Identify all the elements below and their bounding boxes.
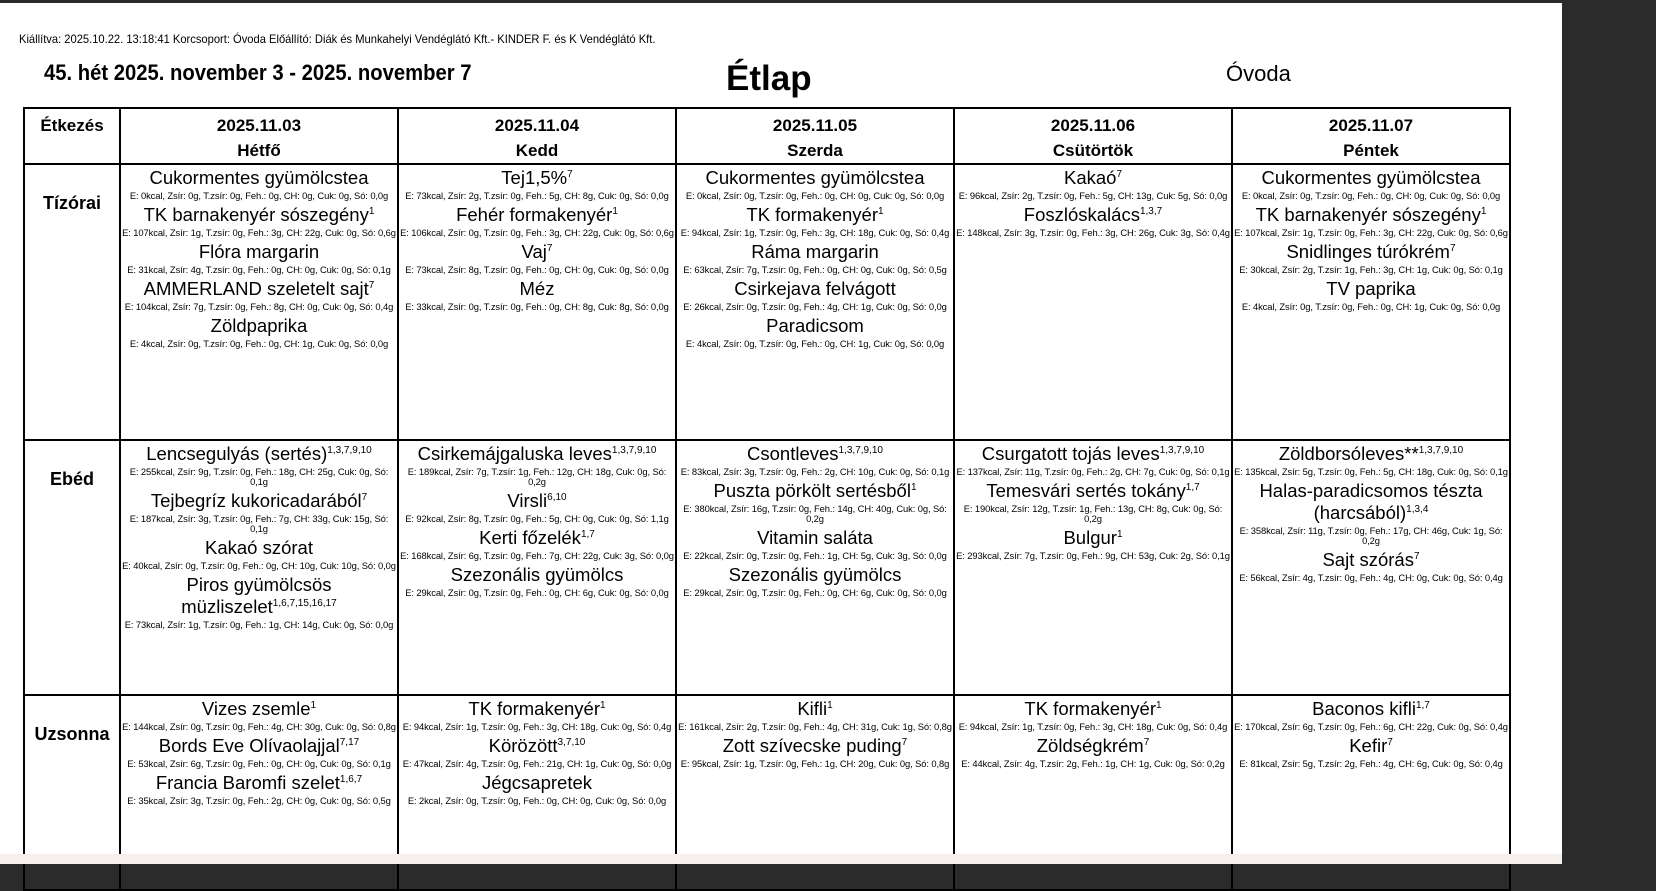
dish-name	[955, 167, 1231, 189]
nutrition-info: E: 35kcal, Zsír: 3g, T.zsír: 0g, Feh.: 2g, CH: 0g, Cuk: 0g, Só: 0,5g	[127, 795, 391, 806]
menu-item	[399, 527, 675, 564]
nutrition-info: E: 94kcal, Zsír: 1g, T.zsír: 0g, Feh.: 3g, CH: 18g, Cuk: 0g, Só: 0,4g	[680, 227, 950, 238]
dish-name	[677, 564, 953, 586]
day-header	[1232, 108, 1510, 164]
dish-name-text: Cukormentes gyümölcstea	[1261, 167, 1481, 188]
menu-item	[399, 167, 675, 204]
dish-name-text: Jégcsapretek	[481, 772, 593, 793]
issued-line: Kiállítva: 2025.10.22. 13:18:41 Korcsoport: Óvoda Előállító: Diák és Munkahelyi Vendéglátó Kft.- KINDER F. és K Vendéglátó Kft.	[19, 32, 656, 46]
nutrition-info: E: 29kcal, Zsír: 0g, T.zsír: 0g, Feh.: 0g, CH: 6g, Cuk: 0g, Só: 0,0g	[683, 587, 947, 598]
dish-name-text: Bords Eve Olívaolajjal	[158, 735, 340, 756]
menu-item	[1233, 167, 1509, 204]
allergen-codes: 7	[1387, 737, 1393, 748]
dish-name-text: Virsli	[507, 490, 548, 511]
dish-name-text: TK formakenyér	[746, 204, 879, 225]
nutrition-info: E: 4kcal, Zsír: 0g, T.zsír: 0g, Feh.: 0g, CH: 1g, Cuk: 0g, Só: 0,0g	[685, 338, 945, 349]
day-header	[398, 108, 676, 164]
menu-item	[121, 167, 397, 204]
dish-name-text: TK barnakenyér sószegény	[1255, 204, 1481, 225]
nutrition-info: E: 2kcal, Zsír: 0g, T.zsír: 0g, Feh.: 0g, CH: 0g, Cuk: 0g, Só: 0,0g	[407, 795, 667, 806]
dish-name	[677, 278, 953, 300]
dish-name	[399, 443, 675, 465]
allergen-codes: 1,7	[1415, 700, 1430, 711]
day-header	[676, 108, 954, 164]
nutrition-info: E: 73kcal, Zsír: 8g, T.zsír: 0g, Feh.: 0g, CH: 0g, Cuk: 0g, Só: 0,0g	[405, 264, 669, 275]
dish-name	[955, 480, 1231, 502]
allergen-codes: 7,17	[339, 737, 360, 748]
menu-item	[677, 564, 953, 601]
allergen-codes: 7	[368, 280, 375, 291]
menu-item	[677, 735, 953, 772]
nutrition-info: E: 40kcal, Zsír: 0g, T.zsír: 0g, Feh.: 0g, CH: 10g, Cuk: 10g, Só: 0,0g	[122, 560, 396, 571]
nutrition-info: E: 31kcal, Zsír: 4g, T.zsír: 0g, Feh.: 0g, CH: 0g, Cuk: 0g, Só: 0,1g	[127, 264, 391, 275]
day-name: Kedd	[515, 141, 559, 160]
dish-name-text: Paradicsom	[766, 315, 864, 336]
meal-column-header: Étkezés	[24, 108, 120, 164]
nutrition-info: E: 83kcal, Zsír: 3g, T.zsír: 0g, Feh.: 2g, CH: 10g, Cuk: 0g, Só: 0,1g	[680, 466, 950, 477]
day-name: Hétfő	[237, 141, 281, 160]
menu-item	[399, 698, 675, 735]
menu-item	[677, 278, 953, 315]
nutrition-info: E: 33kcal, Zsír: 0g, T.zsír: 0g, Feh.: 0g, CH: 8g, Cuk: 8g, Só: 0,0g	[405, 301, 669, 312]
dish-name-text: Csurgatott tojás leves	[981, 443, 1160, 464]
age-group: Óvoda	[1226, 61, 1291, 86]
nutrition-info: E: 29kcal, Zsír: 0g, T.zsír: 0g, Feh.: 0g, CH: 6g, Cuk: 0g, Só: 0,0g	[405, 587, 669, 598]
nutrition-info: E: 47kcal, Zsír: 4g, T.zsír: 0g, Feh.: 21g, CH: 1g, Cuk: 0g, Só: 0,0g	[402, 758, 672, 769]
menu-item	[955, 698, 1231, 735]
allergen-codes: 1,3,7,9,10	[838, 445, 883, 456]
nutrition-info: E: 380kcal, Zsír: 16g, T.zsír: 0g, Feh.: 14g, CH: 40g, Cuk: 0g, Só: 0,2g	[683, 503, 947, 524]
dish-name-text: Temesvári sertés tokány	[986, 480, 1186, 501]
meal-label: Tízórai	[24, 164, 120, 440]
allergen-codes: 1	[1116, 529, 1123, 540]
menu-item	[955, 480, 1231, 527]
dish-name	[1233, 549, 1509, 571]
meal-day-cell	[1232, 164, 1510, 440]
meal-day-cell	[120, 440, 398, 695]
menu-item	[1233, 204, 1509, 241]
menu-document	[0, 3, 1562, 854]
dish-name-text: Kifli	[797, 698, 828, 719]
menu-item	[677, 698, 953, 735]
menu-item	[677, 204, 953, 241]
dish-name-text: Halas-paradicsomos tészta (harcsából)	[1259, 480, 1483, 523]
nutrition-info: E: 148kcal, Zsír: 3g, T.zsír: 0g, Feh.: 3g, CH: 26g, Cuk: 3g, Só: 0,4g	[956, 227, 1230, 238]
allergen-codes: 7	[546, 243, 553, 254]
day-header	[954, 108, 1232, 164]
day-header-row	[24, 108, 1510, 164]
page-title: Étlap	[726, 59, 812, 98]
allergen-codes: 7	[361, 492, 368, 503]
allergen-codes: 1,3,7,9,10	[611, 445, 657, 456]
menu-item	[677, 241, 953, 278]
week-range: 45. hét 2025. november 3 - 2025. november 7	[44, 60, 472, 85]
allergen-codes: 1,3,4	[1406, 504, 1429, 515]
dish-name	[1233, 480, 1509, 524]
meal-day-cell	[954, 164, 1232, 440]
menu-item	[121, 537, 397, 574]
dish-name	[121, 241, 397, 263]
menu-item	[121, 315, 397, 352]
allergen-codes: 7	[901, 737, 908, 748]
dish-name-text: Vizes zsemle	[201, 698, 311, 719]
dish-name	[399, 167, 675, 189]
allergen-codes: 1,3,7	[1139, 206, 1163, 217]
nutrition-info: E: 190kcal, Zsír: 12g, T.zsír: 1g, Feh.: 13g, CH: 8g, Cuk: 0g, Só: 0,2g	[963, 503, 1223, 524]
nutrition-info: E: 30kcal, Zsír: 2g, T.zsír: 1g, Feh.: 3g, CH: 1g, Cuk: 0g, Só: 0,1g	[1239, 264, 1503, 275]
allergen-codes: 1,3,7,9,10	[1418, 445, 1464, 456]
dish-name-text: Szezonális gyümölcs	[450, 564, 624, 585]
dish-name-text: Cukormentes gyümölcstea	[149, 167, 369, 188]
nutrition-info: E: 0kcal, Zsír: 0g, T.zsír: 0g, Feh.: 0g, CH: 0g, Cuk: 0g, Só: 0,0g	[129, 190, 389, 201]
dish-name	[121, 735, 397, 757]
dish-name-text: Kakaó	[1063, 167, 1117, 188]
dish-name-text: Francia Baromfi szelet	[155, 772, 340, 793]
nutrition-info: E: 96kcal, Zsír: 2g, T.zsír: 0g, Feh.: 5g, CH: 13g, Cuk: 5g, Só: 0,0g	[958, 190, 1228, 201]
dish-name-text: Bulgur	[1063, 527, 1117, 548]
dish-name	[121, 167, 397, 189]
day-date: 2025.11.06	[1050, 116, 1136, 135]
allergen-codes: 1	[600, 700, 606, 711]
meal-day-cell	[954, 440, 1232, 695]
dish-name-text: Tejbegríz kukoricadarából	[150, 490, 362, 511]
dish-name	[677, 480, 953, 502]
nutrition-info: E: 94kcal, Zsír: 1g, T.zsír: 0g, Feh.: 3g, CH: 18g, Cuk: 0g, Só: 0,4g	[402, 721, 672, 732]
menu-item	[121, 698, 397, 735]
allergen-codes: 7	[1116, 169, 1123, 180]
dish-name-text: Csontleves	[747, 443, 839, 464]
allergen-codes: 1	[827, 700, 833, 711]
allergen-codes: 7	[1143, 737, 1150, 748]
dish-name	[955, 204, 1231, 226]
nutrition-info: E: 92kcal, Zsír: 8g, T.zsír: 0g, Feh.: 5g, CH: 0g, Cuk: 0g, Só: 1,1g	[405, 513, 669, 524]
allergen-codes: 1	[1156, 700, 1162, 711]
dish-name	[955, 527, 1231, 549]
allergen-codes: 1	[1480, 206, 1487, 217]
allergen-codes: 7	[1449, 243, 1456, 254]
meal-label: Uzsonna	[24, 695, 120, 890]
day-date: 2025.11.03	[216, 116, 302, 135]
menu-item	[1233, 480, 1509, 549]
menu-item	[121, 490, 397, 537]
menu-item	[399, 443, 675, 490]
nutrition-info: E: 73kcal, Zsír: 1g, T.zsír: 0g, Feh.: 1g, CH: 14g, Cuk: 0g, Só: 0,0g	[124, 619, 394, 630]
dish-name	[121, 574, 397, 618]
dish-name-text: Cukormentes gyümölcstea	[705, 167, 925, 188]
dish-name	[399, 564, 675, 586]
dish-name	[121, 315, 397, 337]
allergen-codes: 1,6,7	[339, 774, 363, 785]
menu-item	[1233, 735, 1509, 772]
nutrition-info: E: 135kcal, Zsír: 5g, T.zsír: 0g, Feh.: 5g, CH: 18g, Cuk: 0g, Só: 0,1g	[1234, 466, 1508, 477]
dish-name	[121, 772, 397, 794]
dish-name-text: Zöldborsóleves**	[1278, 443, 1419, 464]
menu-item	[121, 278, 397, 315]
menu-item	[399, 772, 675, 809]
nutrition-info: E: 168kcal, Zsír: 6g, T.zsír: 0g, Feh.: 7g, CH: 22g, Cuk: 3g, Só: 0,0g	[400, 550, 674, 561]
allergen-codes: 1	[878, 206, 884, 217]
allergen-codes: 1	[910, 482, 917, 493]
nutrition-info: E: 106kcal, Zsír: 0g, T.zsír: 0g, Feh.: 3g, CH: 22g, Cuk: 0g, Só: 0,6g	[400, 227, 674, 238]
nutrition-info: E: 63kcal, Zsír: 7g, T.zsír: 0g, Feh.: 0g, CH: 0g, Cuk: 0g, Só: 0,5g	[683, 264, 947, 275]
nutrition-info: E: 44kcal, Zsír: 4g, T.zsír: 2g, Feh.: 1g, CH: 1g, Cuk: 0g, Só: 0,2g	[961, 758, 1225, 769]
dish-name-text: Vitamin saláta	[757, 527, 873, 548]
dish-name	[399, 772, 675, 794]
dish-name	[1233, 698, 1509, 720]
nutrition-info: E: 293kcal, Zsír: 7g, T.zsír: 0g, Feh.: 9g, CH: 53g, Cuk: 2g, Só: 0,1g	[956, 550, 1230, 561]
menu-item	[121, 574, 397, 633]
menu-item	[1233, 549, 1509, 586]
meal-day-cell	[676, 440, 954, 695]
dish-name	[399, 278, 675, 300]
menu-item	[955, 735, 1231, 772]
menu-item	[121, 241, 397, 278]
dish-name	[677, 443, 953, 465]
menu-item	[399, 241, 675, 278]
dish-name-text: Szezonális gyümölcs	[728, 564, 902, 585]
allergen-codes: 1,3,7,9,10	[1159, 445, 1205, 456]
dish-name-text: Zott szívecske puding	[722, 735, 902, 756]
dish-name	[121, 537, 397, 559]
menu-item	[677, 167, 953, 204]
dish-name	[399, 735, 675, 757]
menu-item	[677, 315, 953, 352]
dish-name	[1233, 241, 1509, 263]
menu-table	[23, 107, 1511, 891]
day-header	[120, 108, 398, 164]
menu-item	[1233, 241, 1509, 278]
nutrition-info: E: 170kcal, Zsír: 6g, T.zsír: 0g, Feh.: 6g, CH: 22g, Cuk: 0g, Só: 0,4g	[1234, 721, 1508, 732]
menu-item	[677, 443, 953, 480]
nutrition-info: E: 255kcal, Zsír: 9g, T.zsír: 0g, Feh.: 18g, CH: 25g, Cuk: 0g, Só: 0,1g	[129, 466, 389, 487]
menu-item	[121, 443, 397, 490]
dish-name	[121, 278, 397, 300]
allergen-codes: 1	[368, 206, 375, 217]
dish-name-text: Vaj	[521, 241, 547, 262]
menu-item	[1233, 443, 1509, 480]
nutrition-info: E: 107kcal, Zsír: 1g, T.zsír: 0g, Feh.: 3g, CH: 22g, Cuk: 0g, Só: 0,6g	[1234, 227, 1508, 238]
nutrition-info: E: 26kcal, Zsír: 0g, T.zsír: 0g, Feh.: 4g, CH: 1g, Cuk: 0g, Só: 0,0g	[683, 301, 947, 312]
menu-item	[1233, 278, 1509, 315]
menu-item	[121, 772, 397, 809]
menu-item	[121, 735, 397, 772]
dish-name	[121, 204, 397, 226]
menu-item	[399, 204, 675, 241]
meal-day-cell	[398, 164, 676, 440]
allergen-codes: 6,10	[547, 492, 567, 503]
nutrition-info: E: 95kcal, Zsír: 1g, T.zsír: 0g, Feh.: 1g, CH: 20g, Cuk: 0g, Só: 0,8g	[680, 758, 950, 769]
day-name: Péntek	[1343, 141, 1399, 160]
dish-name-text: Foszlóskalács	[1023, 204, 1140, 225]
dish-name	[955, 735, 1231, 757]
nutrition-info: E: 56kcal, Zsír: 4g, T.zsír: 0g, Feh.: 4g, CH: 0g, Cuk: 0g, Só: 0,4g	[1239, 572, 1503, 583]
nutrition-info: E: 137kcal, Zsír: 11g, T.zsír: 0g, Feh.: 2g, CH: 7g, Cuk: 0g, Só: 0,1g	[956, 466, 1230, 477]
dish-name	[677, 527, 953, 549]
menu-item	[955, 204, 1231, 241]
dish-name-text: Méz	[519, 278, 555, 299]
allergen-codes: 1,7	[580, 529, 595, 540]
dish-name	[955, 698, 1231, 720]
day-date: 2025.11.04	[494, 116, 580, 135]
day-date: 2025.11.05	[772, 116, 858, 135]
menu-item	[121, 204, 397, 241]
dish-name	[399, 490, 675, 512]
dish-name	[121, 698, 397, 720]
nutrition-info: E: 0kcal, Zsír: 0g, T.zsír: 0g, Feh.: 0g, CH: 0g, Cuk: 0g, Só: 0,0g	[1241, 190, 1501, 201]
dish-name-text: Sajt szórás	[1322, 549, 1414, 570]
allergen-codes: 7	[567, 169, 573, 180]
meal-day-cell	[676, 164, 954, 440]
dish-name-text: Ráma margarin	[751, 241, 879, 262]
allergen-codes: 1,6,7,15,16,17	[272, 598, 337, 609]
nutrition-info: E: 4kcal, Zsír: 0g, T.zsír: 0g, Feh.: 0g, CH: 1g, Cuk: 0g, Só: 0,0g	[129, 338, 389, 349]
dish-name	[399, 241, 675, 263]
dish-name-text: Kakaó szórat	[205, 537, 313, 558]
allergen-codes: 1,3,7,9,10	[327, 445, 372, 456]
dish-name-text: Körözött	[488, 735, 558, 756]
dish-name-text: Zöldpaprika	[210, 315, 308, 336]
menu-item	[399, 564, 675, 601]
allergen-codes: 1,7	[1185, 482, 1200, 493]
dish-name	[121, 443, 397, 465]
dish-name-text: AMMERLAND szeletelt sajt	[143, 278, 369, 299]
dish-name	[399, 204, 675, 226]
dish-name-text: Fehér formakenyér	[456, 204, 613, 225]
meal-day-cell	[398, 440, 676, 695]
nutrition-info: E: 94kcal, Zsír: 1g, T.zsír: 0g, Feh.: 3g, CH: 18g, Cuk: 0g, Só: 0,4g	[958, 721, 1228, 732]
dish-name	[1233, 278, 1509, 300]
nutrition-info: E: 161kcal, Zsír: 2g, T.zsír: 0g, Feh.: 4g, CH: 31g, Cuk: 1g, Só: 0,8g	[678, 721, 952, 732]
allergen-codes: 7	[1413, 551, 1420, 562]
nutrition-info: E: 107kcal, Zsír: 1g, T.zsír: 0g, Feh.: 3g, CH: 22g, Cuk: 0g, Só: 0,6g	[122, 227, 396, 238]
nutrition-info: E: 104kcal, Zsír: 7g, T.zsír: 0g, Feh.: 8g, CH: 0g, Cuk: 0g, Só: 0,4g	[124, 301, 394, 312]
dish-name	[677, 204, 953, 226]
dish-name	[1233, 735, 1509, 757]
dish-name	[1233, 443, 1509, 465]
dish-name-text: TK formakenyér	[1024, 698, 1157, 719]
allergen-codes: 1	[310, 700, 317, 711]
menu-item	[399, 278, 675, 315]
dish-name-text: Lencsegulyás (sertés)	[146, 443, 328, 464]
dish-name	[677, 735, 953, 757]
dish-name-text: Tej1,5%	[501, 167, 568, 188]
dish-name-text: Csirkejava felvágott	[734, 278, 896, 299]
dish-name	[1233, 167, 1509, 189]
dish-name-text: TK barnakenyér sószegény	[143, 204, 369, 225]
dish-name	[677, 241, 953, 263]
dish-name	[677, 315, 953, 337]
nutrition-info: E: 73kcal, Zsír: 2g, T.zsír: 0g, Feh.: 5g, CH: 8g, Cuk: 0g, Só: 0,0g	[405, 190, 669, 201]
menu-item	[677, 527, 953, 564]
meal-day-cell	[1232, 440, 1510, 695]
menu-item	[955, 167, 1231, 204]
menu-item	[955, 443, 1231, 480]
nutrition-info: E: 187kcal, Zsír: 3g, T.zsír: 0g, Feh.: 7g, CH: 33g, Cuk: 15g, Só: 0,1g	[129, 513, 389, 534]
dish-name	[955, 443, 1231, 465]
dish-name	[1233, 204, 1509, 226]
nutrition-info: E: 4kcal, Zsír: 0g, T.zsír: 0g, Feh.: 0g, CH: 1g, Cuk: 0g, Só: 0,0g	[1241, 301, 1501, 312]
day-name: Csütörtök	[1052, 141, 1134, 160]
dish-name	[399, 527, 675, 549]
dish-name-text: Puszta pörkölt sertésből	[713, 480, 911, 501]
dish-name	[677, 167, 953, 189]
dish-name-text: Flóra margarin	[198, 241, 320, 262]
dish-name-text: Snidlinges túrókrém	[1286, 241, 1450, 262]
dish-name-text: Piros gyümölcsös müzliszelet	[181, 574, 332, 617]
allergen-codes: 3,7,10	[557, 737, 586, 748]
dish-name	[399, 698, 675, 720]
nutrition-info: E: 22kcal, Zsír: 0g, T.zsír: 0g, Feh.: 1g, CH: 5g, Cuk: 3g, Só: 0,0g	[683, 550, 947, 561]
menu-item	[399, 490, 675, 527]
dish-name-text: Kefir	[1349, 735, 1388, 756]
dish-name-text: TV paprika	[1326, 278, 1416, 299]
dish-name	[121, 490, 397, 512]
dish-name-text: Kerti főzelék	[479, 527, 581, 548]
menu-item	[399, 735, 675, 772]
meal-row	[24, 440, 1510, 695]
meal-label: Ebéd	[24, 440, 120, 695]
dish-name-text: Zöldségkrém	[1036, 735, 1144, 756]
menu-item	[1233, 698, 1509, 735]
nutrition-info: E: 358kcal, Zsír: 11g, T.zsír: 0g, Feh.: 17g, CH: 46g, Cuk: 1g, Só: 0,2g	[1239, 525, 1503, 546]
nutrition-info: E: 0kcal, Zsír: 0g, T.zsír: 0g, Feh.: 0g, CH: 0g, Cuk: 0g, Só: 0,0g	[685, 190, 945, 201]
dish-name	[677, 698, 953, 720]
menu-item	[677, 480, 953, 527]
menu-item	[955, 527, 1231, 564]
dish-name-text: TK formakenyér	[468, 698, 601, 719]
meal-row	[24, 164, 1510, 440]
nutrition-info: E: 144kcal, Zsír: 0g, T.zsír: 0g, Feh.: 4g, CH: 30g, Cuk: 0g, Só: 0,8g	[122, 721, 396, 732]
page-bottom-strip	[0, 854, 1562, 864]
day-date: 2025.11.07	[1328, 116, 1414, 135]
dish-name-text: Csirkemájgaluska leves	[417, 443, 612, 464]
nutrition-info: E: 81kcal, Zsír: 5g, T.zsír: 2g, Feh.: 4g, CH: 6g, Cuk: 0g, Só: 0,4g	[1239, 758, 1503, 769]
nutrition-info: E: 53kcal, Zsír: 6g, T.zsír: 0g, Feh.: 0g, CH: 0g, Cuk: 0g, Só: 0,1g	[127, 758, 391, 769]
nutrition-info: E: 189kcal, Zsír: 7g, T.zsír: 1g, Feh.: 12g, CH: 18g, Cuk: 0g, Só: 0,2g	[407, 466, 667, 487]
allergen-codes: 1	[612, 206, 618, 217]
day-name: Szerda	[787, 141, 843, 160]
dish-name-text: Baconos kifli	[1312, 698, 1416, 719]
meal-day-cell	[120, 164, 398, 440]
